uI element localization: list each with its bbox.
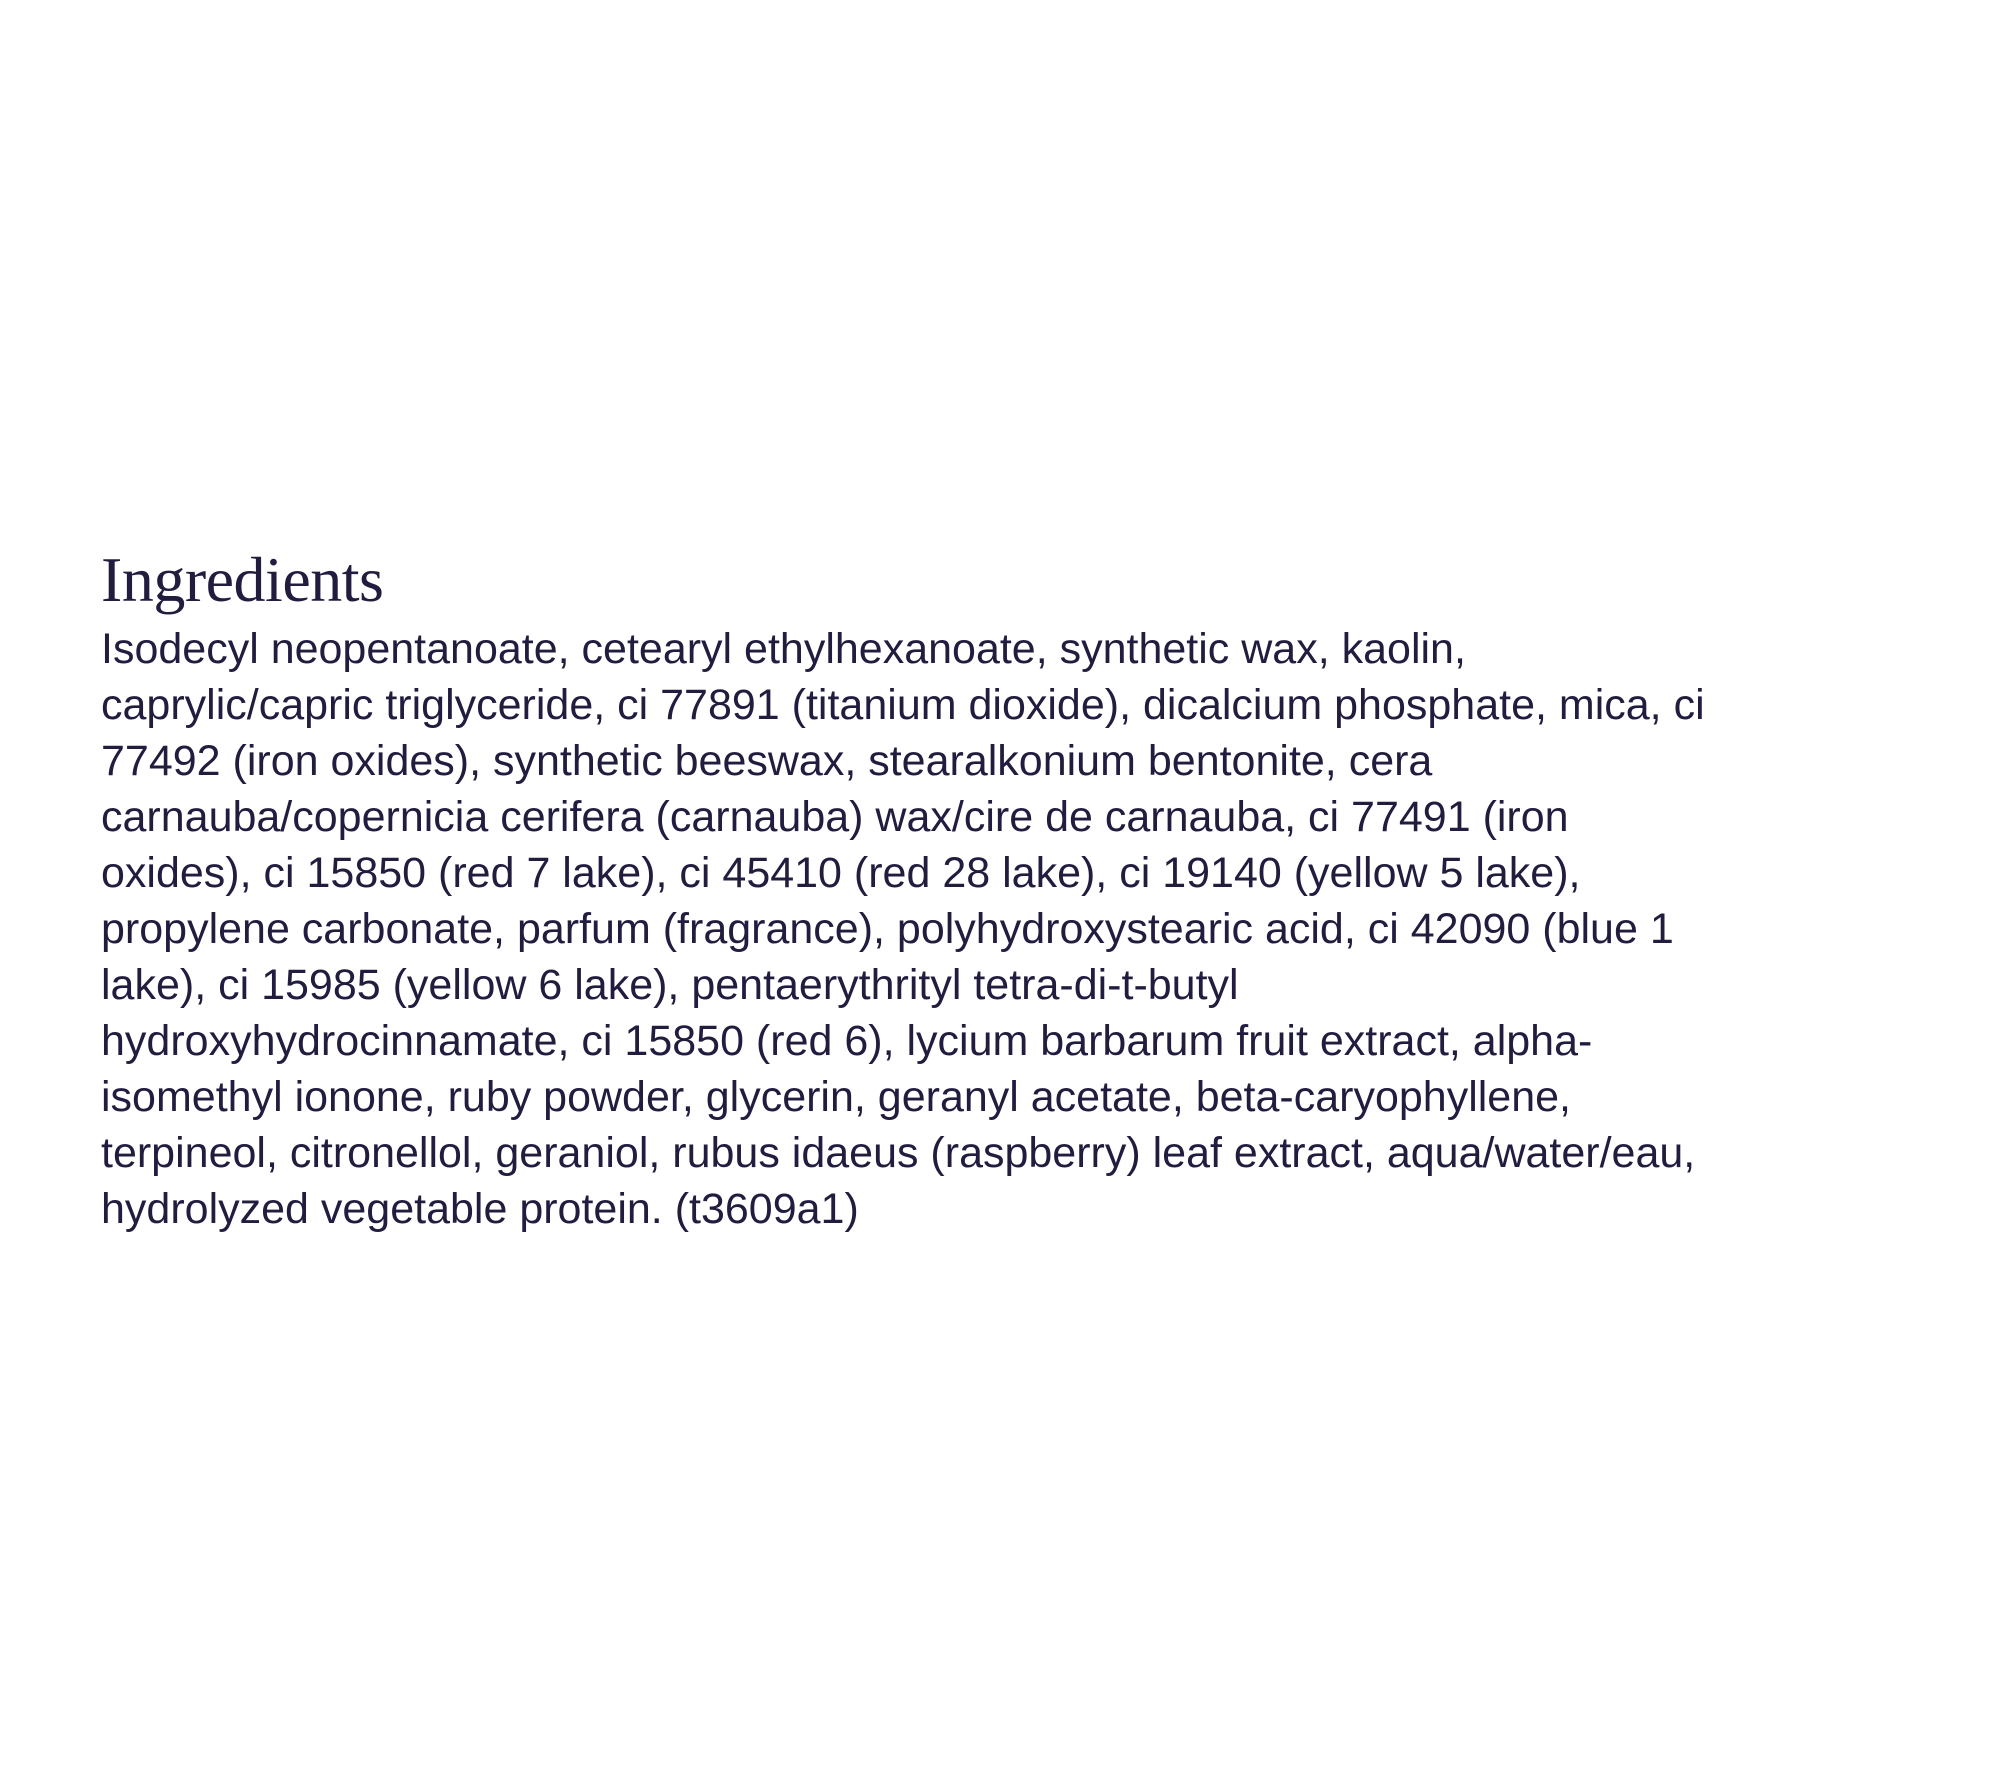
- ingredients-list: [101, 621, 1981, 1237]
- ingredients-line: lake), ci 15985 (yellow 6 lake), pentaerythrityl tetra-di-t-butyl: [101, 961, 1239, 1009]
- ingredients-line: 77492 (iron oxides), synthetic beeswax, stearalkonium bentonite, cera: [101, 737, 1433, 785]
- ingredients-line: hydroxyhydrocinnamate, ci 15850 (red 6), lycium barbarum fruit extract, alpha-: [101, 1017, 1593, 1065]
- ingredients-line: propylene carbonate, parfum (fragrance), polyhydroxystearic acid, ci 42090 (blue 1: [101, 905, 1674, 953]
- ingredients-line: hydrolyzed vegetable protein. (t3609a1): [101, 1185, 859, 1233]
- ingredients-line: oxides), ci 15850 (red 7 lake), ci 45410 (red 28 lake), ci 19140 (yellow 5 lake),: [101, 849, 1581, 897]
- ingredients-line: isomethyl ionone, ruby powder, glycerin, geranyl acetate, beta-caryophyllene,: [101, 1073, 1571, 1121]
- ingredients-section: [101, 544, 1981, 1237]
- ingredients-heading: Ingredients: [101, 544, 384, 615]
- ingredients-line: carnauba/copernicia cerifera (carnauba) wax/cire de carnauba, ci 77491 (iron: [101, 793, 1569, 841]
- ingredients-line: terpineol, citronellol, geraniol, rubus idaeus (raspberry) leaf extract, aqua/water/eau,: [101, 1129, 1696, 1177]
- ingredients-line: caprylic/capric triglyceride, ci 77891 (titanium dioxide), dicalcium phosphate, mica, ci: [101, 681, 1705, 729]
- ingredients-line: Isodecyl neopentanoate, cetearyl ethylhexanoate, synthetic wax, kaolin,: [101, 625, 1466, 673]
